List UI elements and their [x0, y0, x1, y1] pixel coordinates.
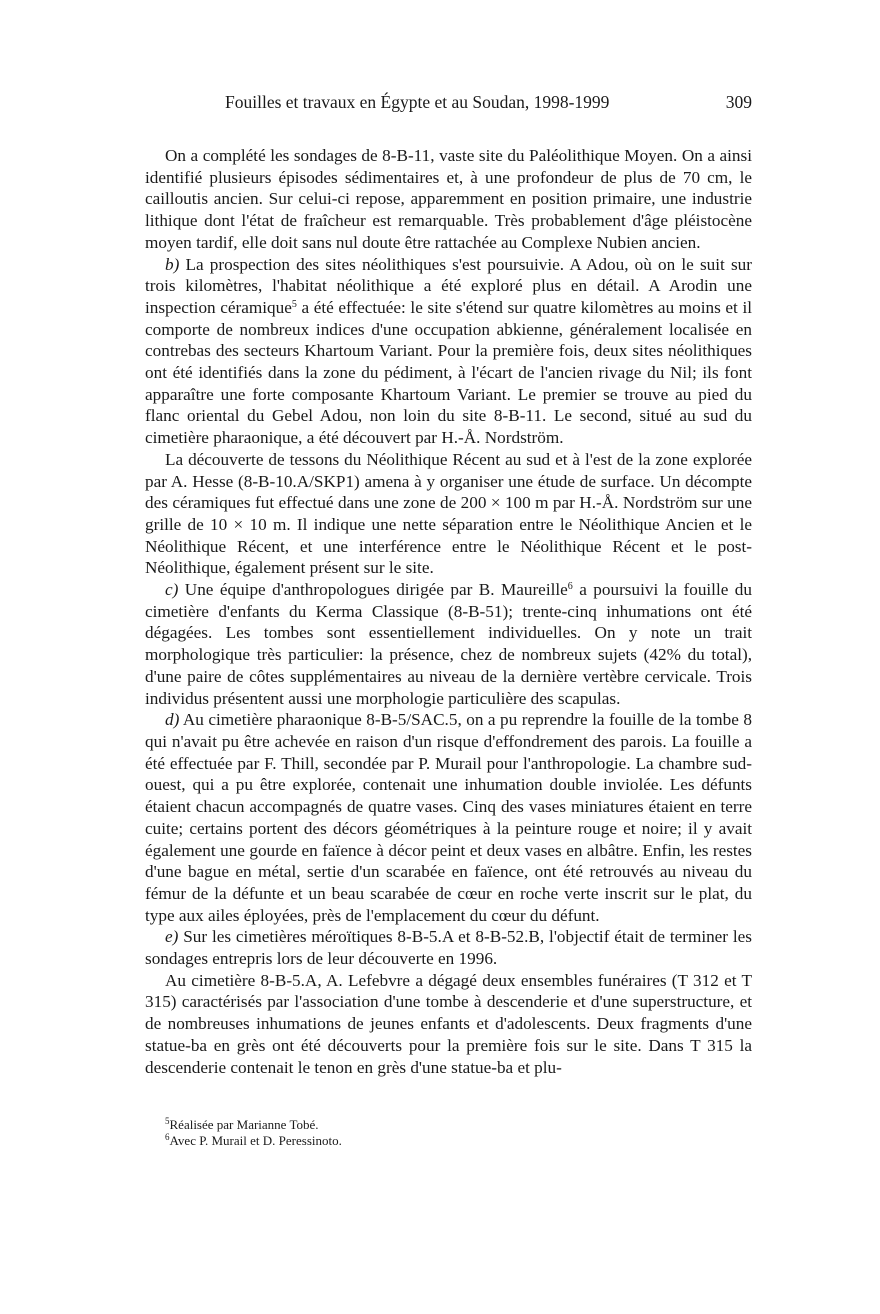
paragraph-cimetiere-8-b-5-a: [145, 970, 752, 1079]
paragraph-text: a poursuivi la fouille du cimetière d'enfants du Kerma Classique (8-B-51); trente-cinq inhumations ont été dégagées. Les tombes sont essentiellement individuelles. On y note un trait morphologique très particulier: la présence, chez de nombreux sujets (42% du total), d'une paire de côtes supplémentaires au niveau de la dernière vertèbre cervicale. Trois individus présentent aussi une morphologie particulière des scapulas.: [145, 580, 752, 708]
paragraph-text: La prospection des sites néolithiques s'est poursuivie. A Adou, où on le suit sur trois kilomètres, l'habitat néolithique a été exploré plus en détail. A Arodin une inspection céramique: [145, 254, 752, 317]
paragraph-text: Au cimetière pharaonique 8-B-5/SAC.5, on a pu reprendre la fouille de la tombe 8 qui n'avait pu être achevée en raison d'un risque d'effondrement des parois. La fouille a été effectuée par F. Thill, secondée par P. Murail pour l'anthropologie. La chambre sud-ouest, qui a pu être explorée, contenait une inhumation double inviolée. Les défunts étaient chacun accompagnés de quatre vases. Cinq des vases miniatures étaient en terre cuite; certains portent des décors géométriques à la peinture rouge et noire; il y avait également une gourde en faïence à décor peint et deux vases en albâtre. Enfin, les restes d'une bague en métal, sertie d'un scarabée en faïence, ont été retrouvés au niveau du fémur de la défunte et un beau scarabée de cœur en roche verte inscrit sur le plat, du type aux ailes éployées, près de l'emplacement du cœur du défunt.: [145, 710, 752, 925]
running-header: [145, 90, 752, 114]
paragraph-text: Sur les cimetières méroïtiques 8-B-5.A et 8-B-52.B, l'objectif était de terminer les sondages entrepris lors de leur découverte en 1996.: [145, 927, 752, 969]
footnote-text: Avec P. Murail et D. Peressinoto.: [169, 1133, 342, 1148]
section-label-c: c): [165, 580, 179, 600]
paragraph-neolithique-recent: [145, 449, 752, 579]
body-text: [145, 145, 752, 1078]
paragraph-e-cimetieres-meroitiques: [145, 926, 752, 969]
paragraph-text: Au cimetière 8-B-5.A, A. Lefebvre a dégagé deux ensembles funéraires (T 312 et T 315) caractérisés par l'association d'une tombe à descenderie et d'une superstructure, et de nombreuses inhumations de jeunes enfants et d'adolescents. Deux fragments d'une statue-ba en grès ont été découverts pour la première fois sur le site. Dans T 315 la descenderie contenait le tenon en grès d'une statue-ba et plu-: [145, 970, 752, 1077]
footnotes: [165, 1117, 752, 1149]
paragraph-d-cimetiere-pharaonique: [145, 709, 752, 926]
footnote-number: 5: [165, 1116, 170, 1126]
footnote-5: [165, 1117, 752, 1133]
paragraph-paleolithique: [145, 145, 752, 254]
paragraph-b-neolithique: [145, 254, 752, 449]
footnote-ref-6[interactable]: 6: [567, 581, 573, 593]
paragraph-text: On a complété les sondages de 8-B-11, vaste site du Paléolithique Moyen. On a ainsi identifié plusieurs épisodes sédimentaires et, à une profondeur de plus de 70 cm, le cailloutis ancien. Sur celui-ci repose, apparemment en position primaire, une industrie lithique dont l'état de fraîcheur est remarquable. Très probablement d'âge pléistocène moyen tardif, elle doit sans nul doute être rattachée au Complexe Nubien ancien.: [145, 146, 752, 252]
paragraph-text: La découverte de tessons du Néolithique Récent au sud et à l'est de la zone explorée par A. Hesse (8-B-10.A/SKP1) amena à y organiser une étude de surface. Un décompte des céramiques fut effectué dans une zone de 200 × 100 m par H.-Å. Nordström sur une grille de 10 × 10 m. Il indique une nette séparation entre le Néolithique Ancien et le Néolithique Récent, et une interférence entre le Néolithique Récent et le post-Néolithique, également présent sur le site.: [145, 449, 752, 578]
section-label-e: e): [165, 927, 179, 947]
page-number: 309: [725, 92, 752, 112]
footnote-6: [165, 1133, 752, 1149]
running-title: Fouilles et travaux en Égypte et au Soudan, 1998-1999: [225, 92, 610, 112]
footnote-text: Réalisée par Marianne Tobé.: [169, 1117, 319, 1132]
footnote-ref-5[interactable]: 5: [291, 298, 297, 310]
paragraph-text: a été effectuée: le site s'étend sur quatre kilomètres au moins et il comporte de nombreux indices d'une occupation abkienne, généralement localisée en contrebas des secteurs Khartoum Variant. Pour la première fois, deux sites néolithiques ont été identifiés dans la zone du pédiment, à l'écart de l'ancien rivage du Nil; ils font apparaître une forte composante Khartoum Variant. Le premier se trouve au pied du flanc oriental du Gebel Adou, non loin du site 8-B-11. Le second, situé au sud du cimetière pharaonique, a été découvert par H.-Å. Nordström.: [145, 297, 753, 448]
footnote-number: 6: [165, 1132, 170, 1142]
paragraph-c-anthropologues: [145, 579, 752, 709]
section-label-b: b): [165, 254, 180, 274]
section-label-d: d): [165, 710, 180, 730]
paragraph-text: Une équipe d'anthropologues dirigée par B. Maureille: [178, 580, 568, 600]
